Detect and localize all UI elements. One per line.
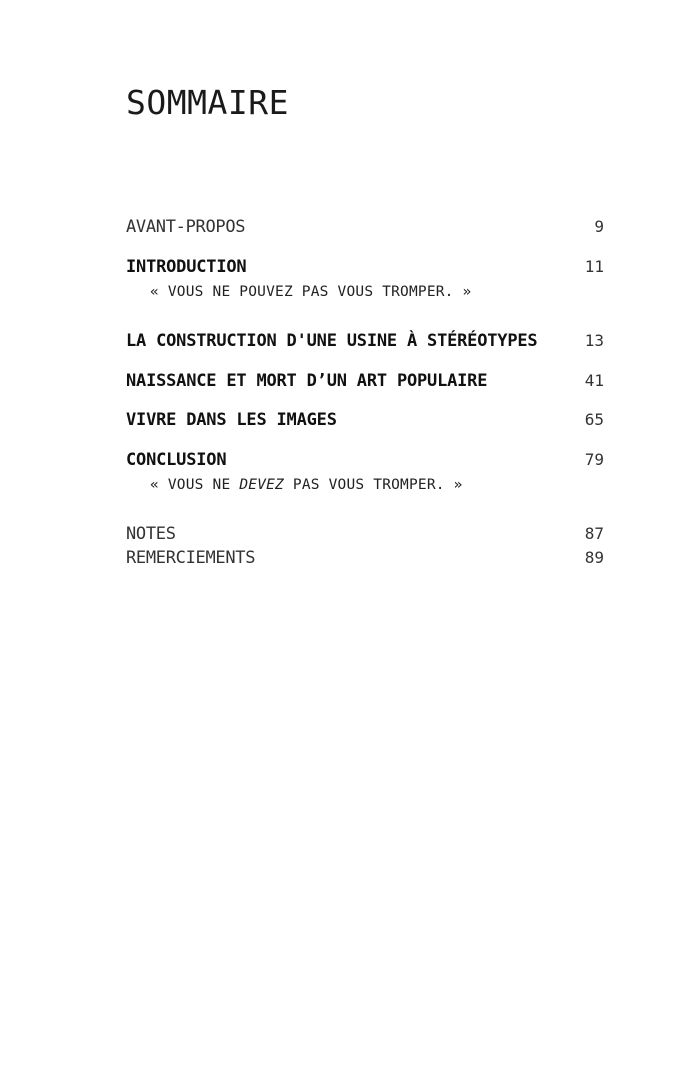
toc-entry-construction[interactable] bbox=[126, 331, 604, 351]
subtitle-start: « VOUS NE bbox=[150, 477, 240, 493]
toc-entry-subtitle bbox=[150, 477, 463, 493]
toc-entry-page: 65 bbox=[584, 410, 604, 429]
toc-entry-page: 87 bbox=[584, 524, 604, 543]
toc-entry-page: 9 bbox=[594, 217, 604, 236]
toc-entry-subtitle: « VOUS NE POUVEZ PAS VOUS TROMPER. » bbox=[150, 284, 472, 300]
toc-entry-page: 79 bbox=[584, 450, 604, 469]
toc-entry-label: LA CONSTRUCTION D'UNE USINE À STÉRÉOTYPES bbox=[126, 331, 538, 351]
toc-entry-label: AVANT-PROPOS bbox=[126, 217, 246, 237]
toc-entry-label: VIVRE DANS LES IMAGES bbox=[126, 410, 337, 430]
toc-entry-page: 13 bbox=[584, 331, 604, 350]
subtitle-emphasis: DEVEZ bbox=[239, 477, 284, 493]
toc-entry-remerciements[interactable] bbox=[126, 548, 604, 568]
toc-entry-page: 41 bbox=[584, 371, 604, 390]
toc-entry-label: REMERCIEMENTS bbox=[126, 548, 256, 568]
toc-entry-vivre[interactable] bbox=[126, 410, 604, 430]
toc-entry-label: NOTES bbox=[126, 524, 176, 544]
toc-entry-naissance[interactable] bbox=[126, 371, 604, 391]
toc-entry-conclusion[interactable] bbox=[126, 450, 604, 470]
toc-entry-notes[interactable] bbox=[126, 524, 604, 544]
toc-entry-introduction[interactable] bbox=[126, 257, 604, 277]
subtitle-end: PAS VOUS TROMPER. » bbox=[283, 477, 463, 493]
page-title: SOMMAIRE bbox=[126, 83, 289, 122]
toc-entry-label: NAISSANCE ET MORT D’UN ART POPULAIRE bbox=[126, 371, 488, 391]
toc-entry-avant-propos[interactable] bbox=[126, 217, 604, 237]
toc-entry-page: 11 bbox=[584, 257, 604, 276]
toc-entry-label: CONCLUSION bbox=[126, 450, 227, 470]
toc-entry-page: 89 bbox=[584, 548, 604, 567]
toc-entry-label: INTRODUCTION bbox=[126, 257, 247, 277]
